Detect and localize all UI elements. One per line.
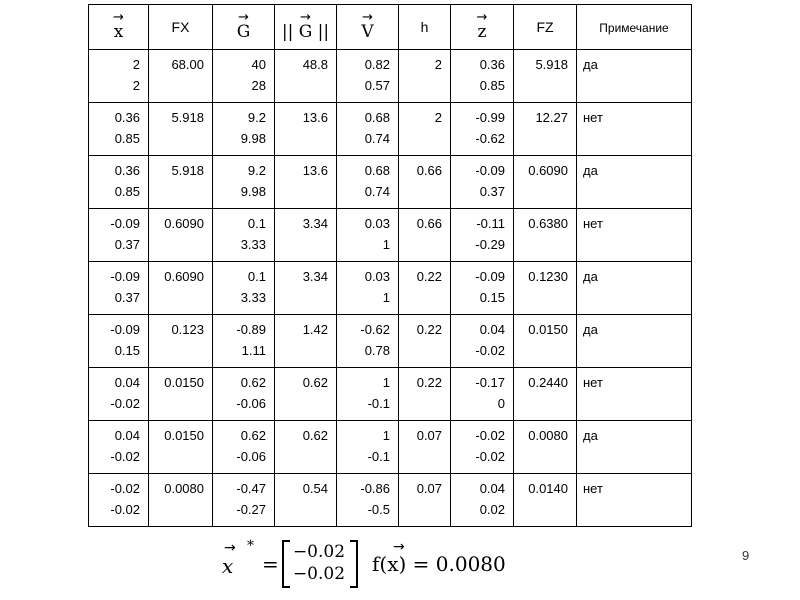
cell-fz-value: 0.1230 xyxy=(528,269,568,284)
cell-fz-value: 0.2440 xyxy=(528,375,568,390)
cell-note-value: нет xyxy=(583,110,603,125)
cell-v-component: 0.03 xyxy=(364,216,390,231)
cell-g-norm-value: 13.6 xyxy=(302,163,328,178)
cell-note xyxy=(577,209,692,262)
cell-z-component: 0 xyxy=(497,396,505,411)
cell-h-value: 0.22 xyxy=(416,322,442,337)
cell-x-component: 2 xyxy=(132,78,140,93)
cell-g-norm-value: 0.62 xyxy=(302,375,328,390)
cell-h-value: 0.07 xyxy=(416,481,442,496)
cell-v-component: 0.03 xyxy=(364,269,390,284)
vector-arrow-icon: → xyxy=(113,9,124,25)
cell-g xyxy=(213,50,275,103)
cell-v-component: 0.74 xyxy=(364,184,390,199)
cell-g xyxy=(213,421,275,474)
cell-g-component: 0.62 xyxy=(240,428,266,443)
cell-v-component: -0.86 xyxy=(360,481,390,496)
cell-g-norm-value: 13.6 xyxy=(302,110,328,125)
result-formula xyxy=(222,536,542,596)
cell-fx-value: 0.0080 xyxy=(164,481,204,496)
cell-fx-value: 0.123 xyxy=(171,322,204,337)
cell-x-component: 0.15 xyxy=(114,343,140,358)
column-header xyxy=(213,5,275,50)
cell-g-component: 28 xyxy=(251,78,266,93)
cell-g-norm-value: 48.8 xyxy=(302,57,328,72)
cell-v xyxy=(337,368,399,421)
cell-fz xyxy=(514,421,577,474)
cell-g-component: -0.47 xyxy=(236,481,266,496)
cell-x-component: 0.85 xyxy=(114,131,140,146)
cell-z-component: -0.02 xyxy=(475,449,505,464)
cell-fz-value: 0.0080 xyxy=(528,428,568,443)
result-equals: = xyxy=(262,552,279,576)
cell-z-component: 0.85 xyxy=(479,78,505,93)
cell-note xyxy=(577,103,692,156)
column-header-label: FX xyxy=(171,19,190,35)
cell-x-component: 0.04 xyxy=(114,375,140,390)
cell-fz xyxy=(514,315,577,368)
cell-fz-value: 0.0150 xyxy=(528,322,568,337)
vector-arrow-icon: → xyxy=(224,540,236,556)
cell-g xyxy=(213,209,275,262)
cell-g-norm xyxy=(275,103,337,156)
cell-fx xyxy=(149,209,213,262)
cell-x xyxy=(89,103,149,156)
cell-fx xyxy=(149,262,213,315)
cell-g xyxy=(213,156,275,209)
cell-z-component: -0.99 xyxy=(475,110,505,125)
table-row xyxy=(89,368,692,421)
cell-fz xyxy=(514,262,577,315)
cell-h-value: 0.66 xyxy=(416,163,442,178)
cell-z-component: 0.02 xyxy=(479,502,505,517)
cell-x xyxy=(89,421,149,474)
cell-v xyxy=(337,156,399,209)
cell-note xyxy=(577,156,692,209)
table-body xyxy=(89,50,692,527)
cell-x-component: 0.37 xyxy=(114,237,140,252)
cell-x-component: -0.02 xyxy=(110,449,140,464)
cell-x-component: 0.04 xyxy=(114,428,140,443)
column-header xyxy=(514,5,577,50)
column-header xyxy=(577,5,692,50)
result-fx: f(x) = 0.0080 xyxy=(372,552,506,576)
cell-fz-value: 0.6090 xyxy=(528,163,568,178)
cell-note-value: да xyxy=(583,163,598,178)
cell-g-component: -0.06 xyxy=(236,396,266,411)
cell-h xyxy=(399,156,451,209)
cell-v xyxy=(337,315,399,368)
cell-z xyxy=(451,103,514,156)
cell-h-value: 0.22 xyxy=(416,375,442,390)
cell-z-component: -0.02 xyxy=(475,428,505,443)
cell-fx xyxy=(149,50,213,103)
result-star: * xyxy=(247,538,254,554)
cell-z xyxy=(451,156,514,209)
page-number: 9 xyxy=(742,548,750,563)
cell-x xyxy=(89,368,149,421)
cell-z-component: -0.29 xyxy=(475,237,505,252)
cell-g-norm-value: 3.34 xyxy=(302,216,328,231)
cell-x xyxy=(89,209,149,262)
vector-arrow-icon: → xyxy=(476,9,488,25)
cell-note-value: да xyxy=(583,269,598,284)
iteration-table xyxy=(88,4,692,527)
cell-note-value: нет xyxy=(583,375,603,390)
cell-h xyxy=(399,103,451,156)
cell-h xyxy=(399,368,451,421)
cell-fx-value: 5.918 xyxy=(171,163,204,178)
cell-g-component: 9.2 xyxy=(247,110,266,125)
cell-x xyxy=(89,474,149,527)
cell-fz xyxy=(514,50,577,103)
cell-v-component: -0.1 xyxy=(367,449,390,464)
cell-z-component: 0.37 xyxy=(479,184,505,199)
cell-note-value: нет xyxy=(583,481,603,496)
cell-h xyxy=(399,50,451,103)
cell-x-component: -0.02 xyxy=(110,481,140,496)
column-header-label: h xyxy=(420,19,429,35)
cell-fx xyxy=(149,421,213,474)
table-row xyxy=(89,156,692,209)
column-header-label: → V xyxy=(361,9,374,42)
cell-h-value: 2 xyxy=(434,110,442,125)
cell-fz xyxy=(514,368,577,421)
cell-g xyxy=(213,474,275,527)
cell-g-component: -0.06 xyxy=(236,449,266,464)
cell-g-norm xyxy=(275,50,337,103)
cell-h xyxy=(399,474,451,527)
cell-v-component: 0.57 xyxy=(364,78,390,93)
cell-g-component: -0.89 xyxy=(236,322,266,337)
cell-g-norm xyxy=(275,262,337,315)
cell-h xyxy=(399,421,451,474)
column-header xyxy=(149,5,213,50)
cell-note xyxy=(577,421,692,474)
cell-g-norm-value: 0.62 xyxy=(302,428,328,443)
cell-z-component: -0.17 xyxy=(475,375,505,390)
cell-z-component: -0.62 xyxy=(475,131,505,146)
cell-z-component: 0.04 xyxy=(479,481,505,496)
cell-fx-value: 0.0150 xyxy=(164,428,204,443)
cell-v xyxy=(337,474,399,527)
cell-g-norm xyxy=(275,315,337,368)
cell-v xyxy=(337,50,399,103)
cell-h-value: 0.07 xyxy=(416,428,442,443)
cell-g-norm-value: 1.42 xyxy=(302,322,328,337)
column-header-label: → G xyxy=(236,9,251,42)
cell-g-component: 0.1 xyxy=(247,269,266,284)
cell-fx-value: 0.0150 xyxy=(164,375,204,390)
cell-x-component: -0.09 xyxy=(110,322,140,337)
cell-h xyxy=(399,262,451,315)
column-header xyxy=(399,5,451,50)
cell-g xyxy=(213,315,275,368)
cell-fx xyxy=(149,103,213,156)
cell-x xyxy=(89,50,149,103)
cell-note xyxy=(577,315,692,368)
table-row xyxy=(89,474,692,527)
column-header-label: FZ xyxy=(536,19,554,35)
result-x-label: x xyxy=(222,554,234,578)
cell-v-component: 1 xyxy=(382,375,390,390)
cell-fz-value: 0.6380 xyxy=(528,216,568,231)
cell-x-component: 0.36 xyxy=(114,110,140,125)
cell-x xyxy=(89,262,149,315)
cell-g xyxy=(213,368,275,421)
cell-x xyxy=(89,156,149,209)
cell-fx xyxy=(149,156,213,209)
result-matrix-value-1: −0.02 xyxy=(292,542,346,562)
cell-fz xyxy=(514,474,577,527)
cell-x-component: -0.02 xyxy=(110,502,140,517)
vector-arrow-icon: → xyxy=(362,9,373,25)
cell-g-component: 1.11 xyxy=(241,343,266,358)
cell-z xyxy=(451,421,514,474)
cell-fx xyxy=(149,474,213,527)
column-header-label: → z xyxy=(476,9,488,42)
cell-fz xyxy=(514,209,577,262)
cell-v-component: 1 xyxy=(382,428,390,443)
cell-z-component: 0.15 xyxy=(479,290,505,305)
cell-g xyxy=(213,262,275,315)
cell-z xyxy=(451,474,514,527)
cell-g-component: 0.1 xyxy=(247,216,266,231)
cell-x-component: -0.09 xyxy=(110,269,140,284)
cell-note xyxy=(577,474,692,527)
cell-x-component: -0.02 xyxy=(110,396,140,411)
cell-note xyxy=(577,262,692,315)
cell-z xyxy=(451,262,514,315)
cell-note-value: нет xyxy=(583,216,603,231)
cell-h-value: 0.22 xyxy=(416,269,442,284)
cell-fz-value: 12.27 xyxy=(535,110,568,125)
table-row xyxy=(89,421,692,474)
cell-fx xyxy=(149,368,213,421)
cell-v xyxy=(337,209,399,262)
cell-g-norm xyxy=(275,368,337,421)
column-header xyxy=(337,5,399,50)
cell-z-component: 0.04 xyxy=(479,322,505,337)
cell-fx xyxy=(149,315,213,368)
cell-z xyxy=(451,368,514,421)
cell-h xyxy=(399,209,451,262)
cell-h-value: 0.66 xyxy=(416,216,442,231)
vector-arrow-icon: → xyxy=(393,539,405,555)
cell-fz xyxy=(514,103,577,156)
column-header xyxy=(451,5,514,50)
cell-g-norm xyxy=(275,474,337,527)
cell-note-value: да xyxy=(583,322,598,337)
cell-g-component: 40 xyxy=(251,57,266,72)
vector-arrow-icon: → xyxy=(300,9,311,25)
cell-fx-value: 0.6090 xyxy=(164,269,204,284)
cell-fz xyxy=(514,156,577,209)
cell-fx-value: 0.6090 xyxy=(164,216,204,231)
cell-v xyxy=(337,262,399,315)
cell-note-value: да xyxy=(583,428,598,443)
cell-g-component: 3.33 xyxy=(240,237,266,252)
vector-arrow-icon: → xyxy=(238,9,249,25)
cell-g-component: 9.98 xyxy=(240,131,266,146)
cell-fx-value: 68.00 xyxy=(171,57,204,72)
cell-g-component: 3.33 xyxy=(240,290,266,305)
cell-x-component: -0.09 xyxy=(110,216,140,231)
cell-v-component: 0.82 xyxy=(364,57,390,72)
cell-z xyxy=(451,209,514,262)
cell-h xyxy=(399,315,451,368)
cell-x-component: 0.36 xyxy=(114,163,140,178)
table-row xyxy=(89,209,692,262)
cell-g-component: -0.27 xyxy=(236,502,266,517)
column-header-label: Примечание xyxy=(599,21,669,35)
cell-g-norm xyxy=(275,156,337,209)
table-row xyxy=(89,315,692,368)
cell-z-component: -0.11 xyxy=(476,216,505,231)
cell-v-component: 0.78 xyxy=(364,343,390,358)
cell-v xyxy=(337,421,399,474)
cell-v-component: 1 xyxy=(382,237,390,252)
cell-fz-value: 0.0140 xyxy=(528,481,568,496)
table-row xyxy=(89,262,692,315)
cell-note xyxy=(577,50,692,103)
table-row xyxy=(89,50,692,103)
cell-z-component: -0.09 xyxy=(475,163,505,178)
cell-g-component: 0.62 xyxy=(240,375,266,390)
column-header xyxy=(89,5,149,50)
cell-g-component: 9.2 xyxy=(247,163,266,178)
cell-z-component: -0.09 xyxy=(475,269,505,284)
cell-v-component: 0.74 xyxy=(364,131,390,146)
cell-note-value: да xyxy=(583,57,598,72)
cell-g-norm xyxy=(275,209,337,262)
cell-v-component: 0.68 xyxy=(364,110,390,125)
cell-z-component: 0.36 xyxy=(479,57,505,72)
cell-z xyxy=(451,315,514,368)
cell-note xyxy=(577,368,692,421)
column-header xyxy=(275,5,337,50)
cell-x-component: 0.37 xyxy=(114,290,140,305)
cell-g-component: 9.98 xyxy=(240,184,266,199)
cell-x-component: 2 xyxy=(132,57,140,72)
cell-fz-value: 5.918 xyxy=(535,57,568,72)
table-row xyxy=(89,103,692,156)
cell-x-component: 0.85 xyxy=(114,184,140,199)
cell-g-norm-value: 3.34 xyxy=(302,269,328,284)
cell-fx-value: 5.918 xyxy=(171,110,204,125)
cell-g-norm xyxy=(275,421,337,474)
cell-h-value: 2 xyxy=(434,57,442,72)
column-header-label: → x xyxy=(113,9,124,42)
cell-v-component: -0.1 xyxy=(367,396,390,411)
cell-z xyxy=(451,50,514,103)
cell-v-component: -0.5 xyxy=(367,502,390,517)
cell-z-component: -0.02 xyxy=(475,343,505,358)
cell-v xyxy=(337,103,399,156)
cell-g xyxy=(213,103,275,156)
result-matrix-value-2: −0.02 xyxy=(292,564,346,584)
table-header-row xyxy=(89,5,692,50)
cell-x xyxy=(89,315,149,368)
cell-v-component: 0.68 xyxy=(364,163,390,178)
cell-g-norm-value: 0.54 xyxy=(302,481,328,496)
cell-v-component: 1 xyxy=(382,290,390,305)
column-header-label: → || G || xyxy=(281,9,330,42)
cell-v-component: -0.62 xyxy=(360,322,390,337)
